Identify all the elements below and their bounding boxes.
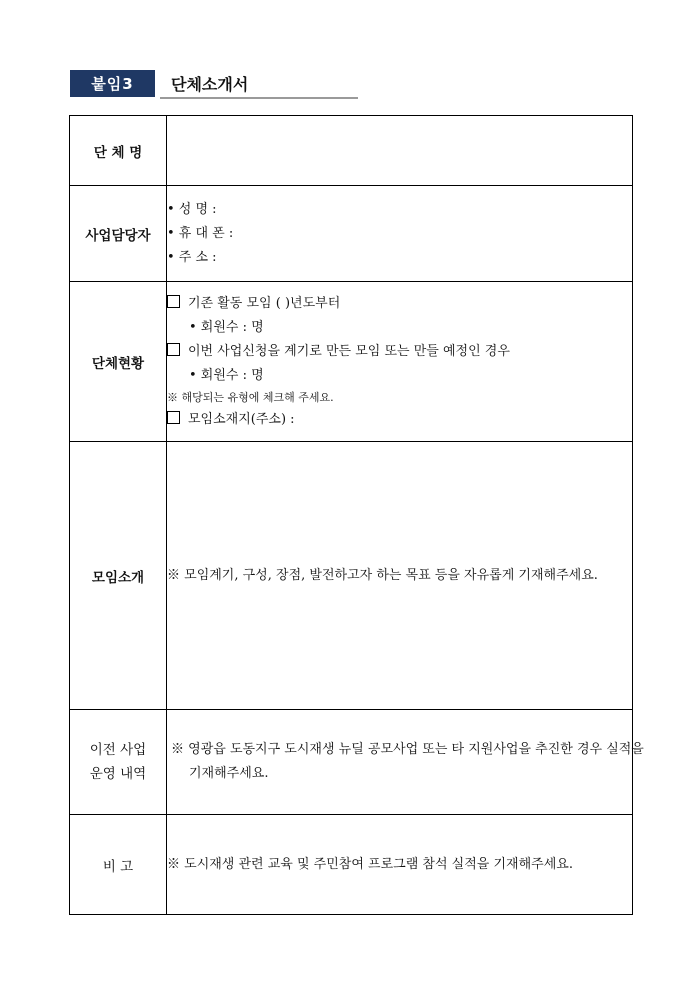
title-underline [160,97,358,99]
remarks-label: 비 고 [70,815,167,915]
address-option[interactable] [167,408,632,432]
organization-form-table [69,115,644,915]
intro-label: 모임소개 [70,442,167,710]
address-text: 모임소재지(주소) : [188,411,295,427]
existing-group-checkbox[interactable] [167,295,180,308]
manager-label: 사업담당자 [70,186,167,282]
history-note-line1: ※ 영광읍 도동지구 도시재생 뉴딜 공모사업 또는 타 지원사업을 추진한 경우 실적을 [171,742,644,757]
intro-field[interactable]: ※ 모임계기, 구성, 장점, 발전하고자 하는 목표 등을 자유롭게 기재해주세요. [167,442,633,710]
new-group-text: 이번 사업신청을 계기로 만든 모임 또는 만들 예정인 경우 [188,343,510,359]
history-label [70,710,167,815]
remarks-row [70,815,633,915]
remarks-field[interactable]: ※ 도시재생 관련 교육 및 주민참여 프로그램 참석 실적을 기재해주세요. [167,815,633,915]
document-header [70,70,358,100]
new-members-line: • 회원수 : 명 [189,367,264,383]
history-label-line2: 운영 내역 [89,766,147,782]
document-title: 단체소개서 [171,75,249,94]
status-note: ※ 해당되는 유형에 체크해 주세요. [167,390,334,404]
address-checkbox[interactable] [167,411,180,424]
manager-field[interactable] [167,186,633,282]
org-name-field[interactable] [167,116,633,186]
manager-name-line: • 성 명 : [167,201,217,217]
history-field[interactable] [167,710,644,815]
manager-row [70,186,633,282]
status-row [70,282,633,442]
history-note-line2: 기재해주세요. [189,766,269,781]
existing-group-option[interactable] [167,292,632,316]
history-label-line1: 이전 사업 [89,742,147,758]
status-field [167,282,633,442]
intro-row [70,442,633,710]
org-name-label: 단 체 명 [70,116,167,186]
manager-address-line: • 주 소 : [167,249,217,265]
status-label: 단체현황 [70,282,167,442]
manager-phone-line: • 휴 대 폰 : [167,225,234,241]
new-group-option[interactable] [167,340,632,364]
org-name-row [70,116,633,186]
new-group-checkbox[interactable] [167,343,180,356]
attachment-badge: 붙임3 [70,70,155,97]
existing-group-text: 기존 활동 모임 ( )년도부터 [188,295,341,311]
history-row [70,710,633,815]
existing-members-line: • 회원수 : 명 [189,319,264,335]
